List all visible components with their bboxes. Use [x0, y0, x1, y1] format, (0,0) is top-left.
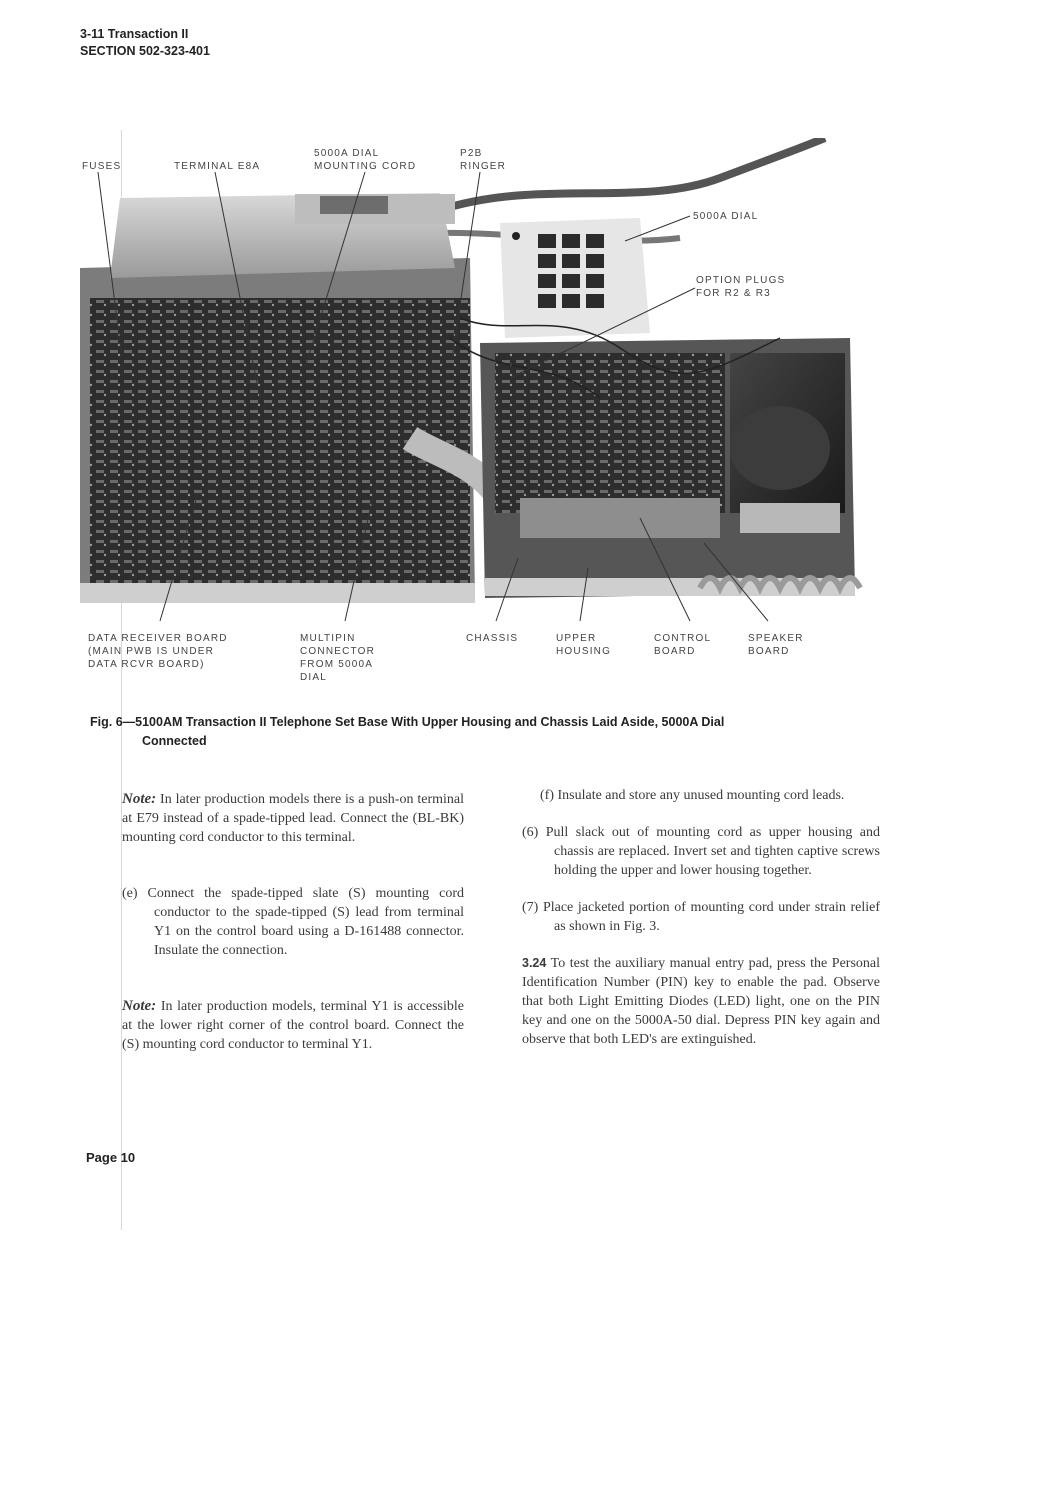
- page-header: [80, 26, 210, 60]
- step-7: (7) Place jacketed portion of mounting cord under strain relief as shown in Fig. 3.: [522, 900, 880, 934]
- label-upper-housing: UPPER HOUSING: [556, 633, 612, 657]
- note-text: In later production models there is a push-on terminal at E79 instead of a spade-tipped lead. Connect the (BL-BK) mounting cord conductor to this terminal.: [122, 792, 464, 845]
- label-5000a-dial: 5000A DIAL: [693, 211, 759, 222]
- note-label: Note:: [122, 791, 157, 807]
- label-fuses: FUSES: [82, 161, 122, 172]
- step-f: (f) Insulate and store any unused mounting cord leads.: [540, 788, 845, 803]
- label-dial-mounting-cord: 5000A DIAL MOUNTING CORD: [314, 148, 417, 172]
- label-control-board: CONTROL BOARD: [654, 633, 712, 657]
- step-6: (6) Pull slack out of mounting cord as upper housing and chassis are replaced. Invert set and tighten captive screws holding the upper and lower housing together.: [522, 825, 880, 878]
- note-label: Note:: [122, 998, 157, 1014]
- right-column: [522, 786, 880, 1049]
- note-text: In later production models, terminal Y1 is accessible at the lower right corner of the control board. Connect the (S) mounting cord conductor to terminal Y1.: [122, 999, 464, 1052]
- figure-caption: [90, 713, 890, 751]
- header-section: SECTION 502-323-401: [80, 44, 210, 58]
- note-2: [122, 997, 464, 1054]
- paragraph-3-24: [522, 954, 880, 1049]
- figure-6: [80, 138, 880, 698]
- paragraph-text: To test the auxiliary manual entry pad, press the Personal Identification Number (PIN) key to enable the pad. Observe that both Light Emitting Diodes (LED) light, one on the PIN key and one on the 5000A-50 dial. Depress PIN key again and observe that both LED's are extinguished.: [522, 956, 880, 1047]
- paragraph-number: 3.24: [522, 956, 547, 970]
- label-p2b-ringer: P2B RINGER: [460, 148, 507, 172]
- caption-number: Fig. 6—: [90, 715, 136, 729]
- header-title: 3-11 Transaction II: [80, 27, 189, 41]
- page-number: Page 10: [86, 1150, 136, 1165]
- caption-text: 5100AM Transaction II Telephone Set Base With Upper Housing and Chassis Laid Aside, 5000A Dial: [135, 715, 725, 729]
- label-multipin-connector: MULTIPIN CONNECTOR FROM 5000A DIAL: [300, 633, 376, 683]
- label-speaker-board: SPEAKER BOARD: [748, 633, 804, 657]
- caption-continuation: Connected: [142, 734, 207, 748]
- note-1: [122, 790, 464, 847]
- step-e: (e) Connect the spade-tipped slate (S) mounting cord conductor to the spade-tipped (S) lead from terminal Y1 on the control board using a D-161488 connector. Insulate the connection.: [122, 886, 464, 958]
- label-option-plugs: OPTION PLUGS FOR R2 & R3: [696, 275, 786, 299]
- label-chassis: CHASSIS: [466, 633, 519, 644]
- label-data-receiver-board: DATA RECEIVER BOARD (MAIN PWB IS UNDER DATA RCVR BOARD): [88, 633, 228, 670]
- left-column: [122, 790, 464, 1054]
- telephone-photo: [80, 138, 880, 698]
- label-terminal-e8a: TERMINAL E8A: [174, 161, 261, 172]
